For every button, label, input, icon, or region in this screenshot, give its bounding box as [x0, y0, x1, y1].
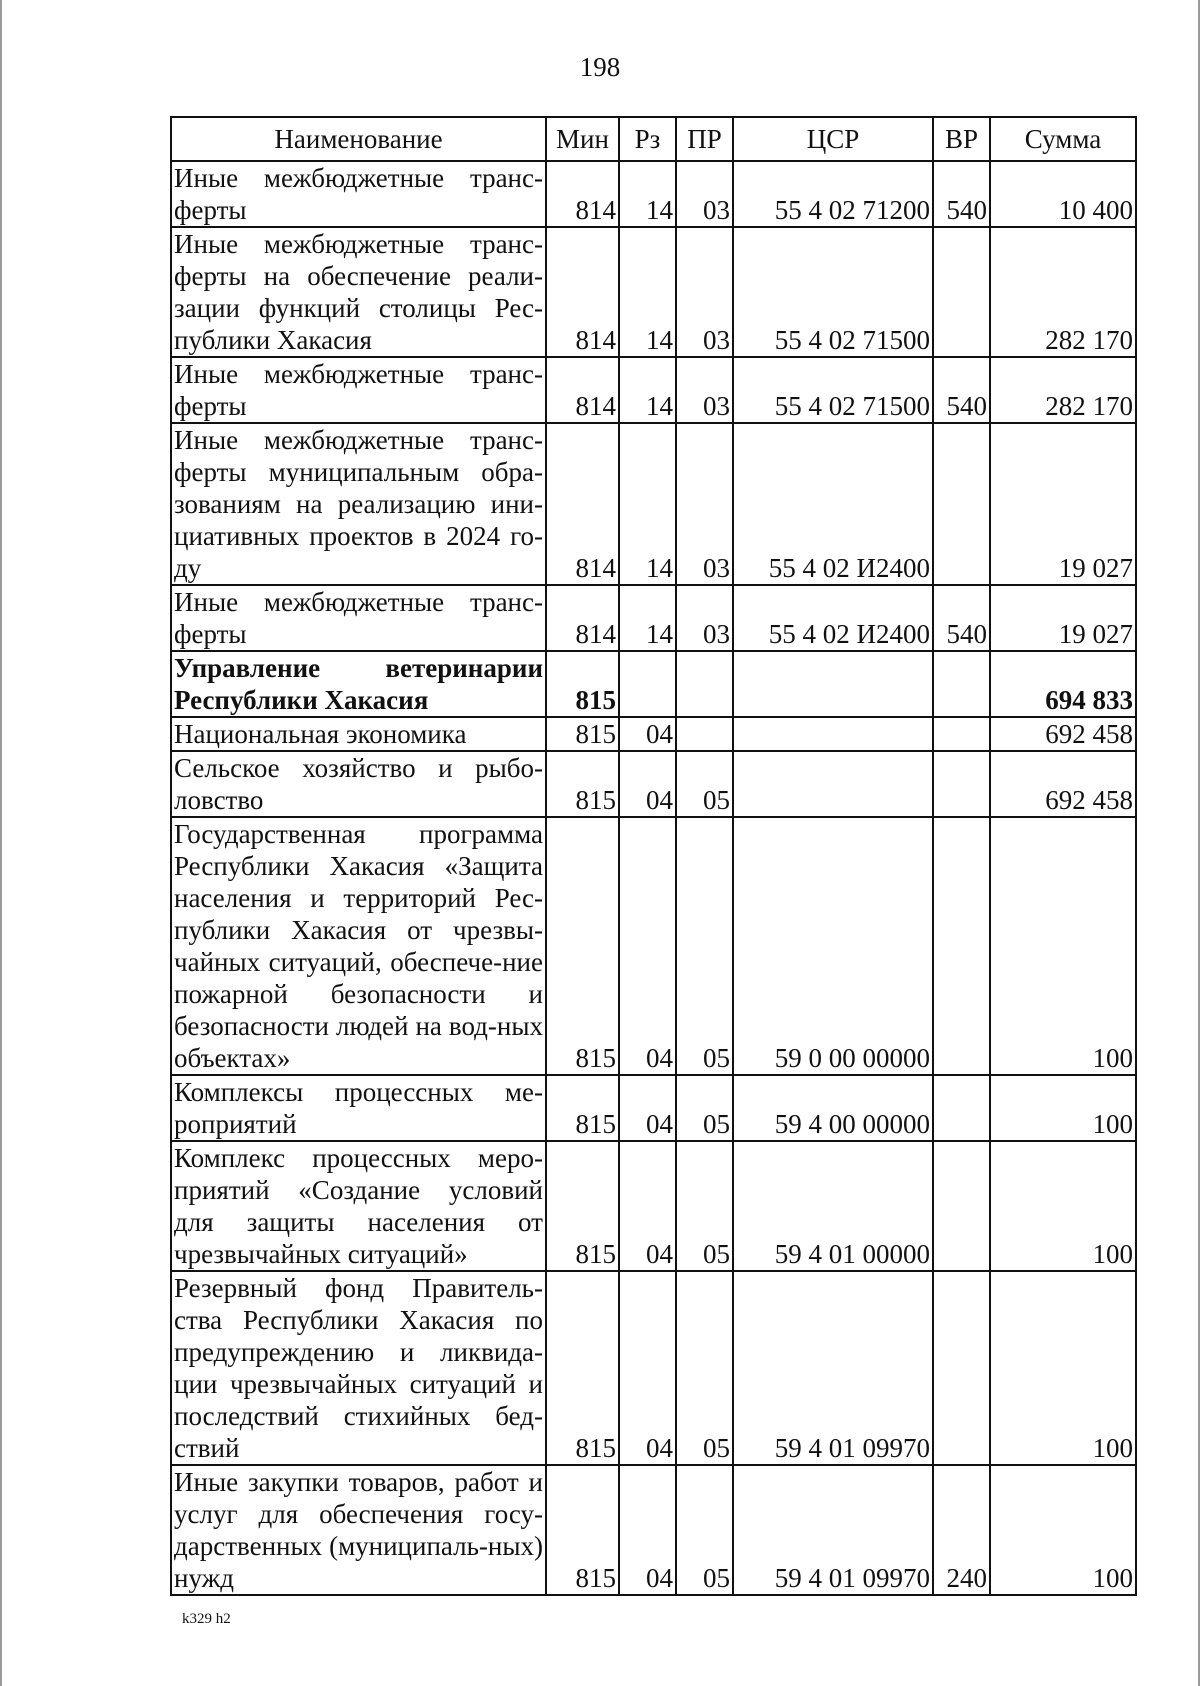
row-sum: 692 458: [990, 717, 1136, 751]
header-pr: ПР: [676, 117, 733, 161]
row-sum: 100: [990, 1465, 1136, 1595]
row-vr: [933, 717, 990, 751]
row-vr: [933, 651, 990, 717]
row-sum: 100: [990, 1075, 1136, 1141]
row-vr: 540: [933, 161, 990, 227]
row-min: 814: [546, 227, 619, 357]
row-csr: 59 4 01 00000: [733, 1141, 933, 1271]
row-name: Комплекс процессных меро-приятий «Создание условий для защиты населения от чрезвычайных ситуаций»: [171, 1141, 546, 1271]
header-row: [171, 117, 1136, 161]
row-vr: 540: [933, 357, 990, 423]
row-pr: 05: [676, 1271, 733, 1465]
footer-document-code: k329 h2: [182, 1611, 231, 1627]
row-name: Государственная программа Республики Хакасия «Защита населения и территорий Рес-публики Хакасия от чрезвы-чайных ситуаций, обеспече-ние пожарной безопасности и безопасности людей на вод-ных объектах»: [171, 817, 546, 1075]
budget-table: [170, 116, 1137, 1596]
page-number: 198: [579, 52, 621, 82]
row-sum: 19 027: [990, 585, 1136, 651]
row-vr: [933, 1075, 990, 1141]
table-row-department: [171, 651, 1136, 717]
header-name: Наименование: [171, 117, 546, 161]
row-pr: 05: [676, 817, 733, 1075]
page-edge-left: [0, 0, 2, 1686]
row-pr: 03: [676, 161, 733, 227]
row-min: 814: [546, 585, 619, 651]
table-row: [171, 1141, 1136, 1271]
row-rz: 04: [619, 717, 676, 751]
row-min: 815: [546, 817, 619, 1075]
row-vr: [933, 227, 990, 357]
row-sum: 100: [990, 817, 1136, 1075]
row-rz: 04: [619, 1141, 676, 1271]
row-name: Иные межбюджетные транс-ферты: [171, 161, 546, 227]
table-row: [171, 1465, 1136, 1595]
row-pr: 03: [676, 423, 733, 585]
row-min: 814: [546, 161, 619, 227]
row-vr: [933, 423, 990, 585]
row-csr: 55 4 02 71500: [733, 357, 933, 423]
row-csr: 55 4 02 И2400: [733, 423, 933, 585]
row-rz: 14: [619, 227, 676, 357]
row-csr: 59 0 00 00000: [733, 817, 933, 1075]
row-name: Иные межбюджетные транс-ферты муниципальным обра-зованиям на реализацию ини-циативных проектов в 2024 го-ду: [171, 423, 546, 585]
row-csr: 55 4 02 71500: [733, 227, 933, 357]
row-vr: 540: [933, 585, 990, 651]
row-csr: [733, 751, 933, 817]
row-min: 815: [546, 1075, 619, 1141]
row-sum: 282 170: [990, 227, 1136, 357]
header-rz: Рз: [619, 117, 676, 161]
row-rz: 14: [619, 357, 676, 423]
row-rz: 04: [619, 817, 676, 1075]
row-csr: 55 4 02 И2400: [733, 585, 933, 651]
row-csr: 59 4 00 00000: [733, 1075, 933, 1141]
row-sum: 692 458: [990, 751, 1136, 817]
row-name: Иные межбюджетные транс-ферты: [171, 357, 546, 423]
row-vr: [933, 1271, 990, 1465]
table-row: [171, 227, 1136, 357]
row-vr: [933, 1141, 990, 1271]
row-rz: 14: [619, 423, 676, 585]
row-csr: [733, 717, 933, 751]
header-min: Мин: [546, 117, 619, 161]
row-rz: 14: [619, 161, 676, 227]
table-row: [171, 1075, 1136, 1141]
row-min: 815: [546, 751, 619, 817]
row-min: 814: [546, 423, 619, 585]
row-pr: 05: [676, 1141, 733, 1271]
row-pr: 03: [676, 585, 733, 651]
row-pr: 05: [676, 1075, 733, 1141]
row-name: Национальная экономика: [171, 717, 546, 751]
row-min: 815: [546, 717, 619, 751]
row-name: Иные закупки товаров, работ и услуг для обеспечения госу-дарственных (муниципаль-ных) нужд: [171, 1465, 546, 1595]
row-csr: [733, 651, 933, 717]
table-row: [171, 1271, 1136, 1465]
row-sum: 100: [990, 1141, 1136, 1271]
row-name: Резервный фонд Правитель-ства Республики Хакасия по предупреждению и ликвида-ции чрезвычайных ситуаций и последствий стихийных бед-ствий: [171, 1271, 546, 1465]
row-min: 815: [546, 651, 619, 717]
row-rz: [619, 651, 676, 717]
row-pr: 05: [676, 1465, 733, 1595]
row-rz: 04: [619, 1465, 676, 1595]
row-rz: 04: [619, 751, 676, 817]
table-header: [171, 117, 1136, 161]
row-sum: 694 833: [990, 651, 1136, 717]
row-name: Комплексы процессных ме-роприятий: [171, 1075, 546, 1141]
row-sum: 282 170: [990, 357, 1136, 423]
row-vr: [933, 751, 990, 817]
row-min: 815: [546, 1271, 619, 1465]
row-name: Управление ветеринарии Республики Хакасия: [171, 651, 546, 717]
row-min: 815: [546, 1465, 619, 1595]
row-pr: [676, 717, 733, 751]
row-sum: 100: [990, 1271, 1136, 1465]
row-name: Иные межбюджетные транс-ферты: [171, 585, 546, 651]
row-vr: [933, 817, 990, 1075]
row-pr: [676, 651, 733, 717]
table-row: [171, 751, 1136, 817]
header-csr: ЦСР: [733, 117, 933, 161]
table-row: [171, 423, 1136, 585]
table-body: [171, 161, 1136, 1595]
table-row: [171, 161, 1136, 227]
row-sum: 10 400: [990, 161, 1136, 227]
row-min: 814: [546, 357, 619, 423]
row-rz: 14: [619, 585, 676, 651]
table-row: [171, 585, 1136, 651]
row-rz: 04: [619, 1075, 676, 1141]
table-row: [171, 717, 1136, 751]
row-csr: 55 4 02 71200: [733, 161, 933, 227]
row-name: Иные межбюджетные транс-ферты на обеспечение реали-зации функций столицы Рес-публики Хакасия: [171, 227, 546, 357]
row-csr: 59 4 01 09970: [733, 1271, 933, 1465]
row-name: Сельское хозяйство и рыбо-ловство: [171, 751, 546, 817]
row-pr: 03: [676, 357, 733, 423]
row-csr: 59 4 01 09970: [733, 1465, 933, 1595]
row-sum: 19 027: [990, 423, 1136, 585]
row-rz: 04: [619, 1271, 676, 1465]
row-pr: 05: [676, 751, 733, 817]
header-sum: Сумма: [990, 117, 1136, 161]
header-vr: ВР: [933, 117, 990, 161]
row-pr: 03: [676, 227, 733, 357]
row-vr: 240: [933, 1465, 990, 1595]
row-min: 815: [546, 1141, 619, 1271]
table-row: [171, 817, 1136, 1075]
table-row: [171, 357, 1136, 423]
